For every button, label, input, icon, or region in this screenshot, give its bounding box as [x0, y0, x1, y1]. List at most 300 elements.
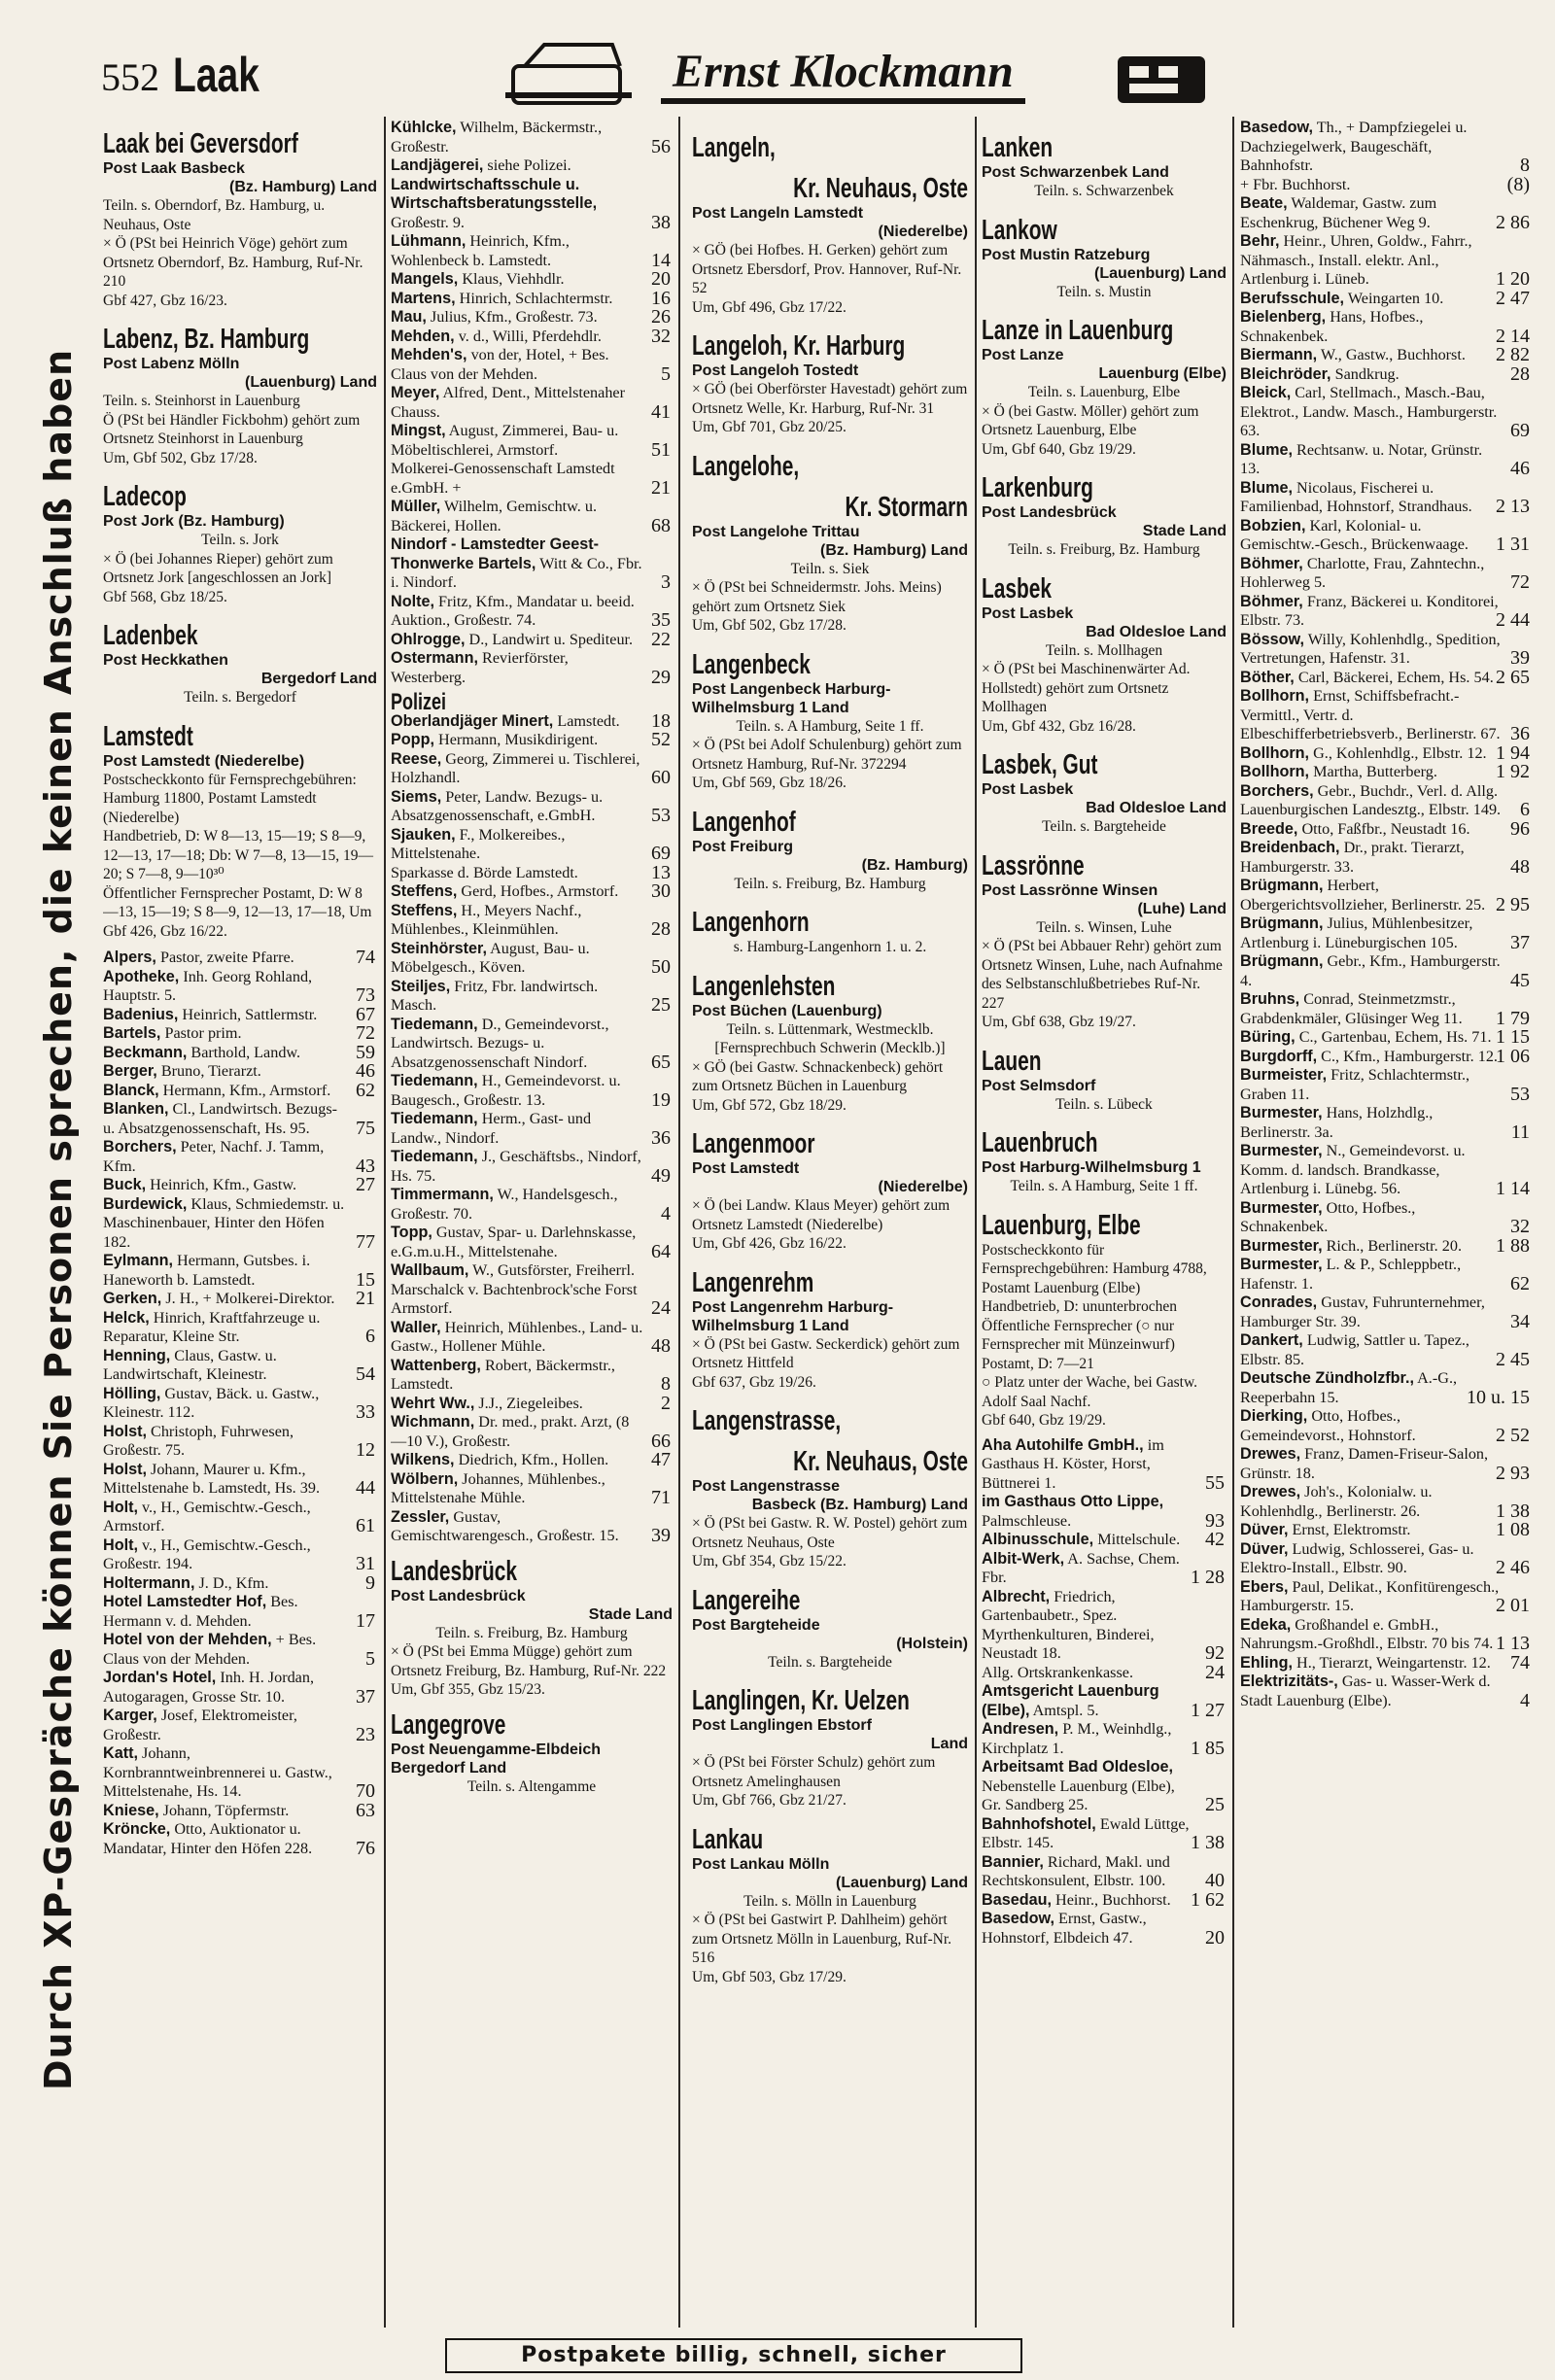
listing-entry [103, 1385, 377, 1423]
column-divider [1232, 117, 1234, 2328]
place-note: × Ö (bei Johannes Rieper) gehört zum Ortsnetz Jork [angeschlossen an Jork] [103, 550, 333, 586]
post-line: (Lauenburg) Land [245, 374, 377, 391]
place-name-continued: Kr. Neuhaus, Oste [793, 1446, 968, 1477]
phone-number: 4 [1520, 1689, 1530, 1711]
listing-entry [1240, 782, 1532, 820]
phone-number: 21 [356, 1288, 375, 1309]
listing-name: Bruhns, [1240, 990, 1300, 1008]
listing-entry [391, 498, 673, 535]
listing-name: Böther, [1240, 668, 1295, 686]
place-block [982, 1046, 1227, 1115]
place-note: Um, Gbf 496, Gbz 17/22. [692, 298, 847, 316]
phone-number: 27 [356, 1174, 375, 1195]
phone-number: 72 [1510, 571, 1530, 593]
listing-name: Breidenbach, [1240, 839, 1340, 856]
place-block [391, 1556, 673, 1700]
place-name: Langeloh, Kr. Harburg [692, 330, 906, 362]
phone-number: 2 [661, 1392, 671, 1414]
listing-entry [391, 1224, 673, 1261]
listing-entry [1240, 687, 1532, 744]
phone-number: 1 08 [1496, 1519, 1530, 1540]
listing-name: Tiedemann, [391, 1072, 478, 1089]
place-note: Teiln. s. Schwarzenbek [1034, 183, 1174, 199]
listing-name: Siems, [391, 787, 442, 806]
footer-banner: Postpakete billig, schnell, sicher [445, 2338, 1022, 2373]
place-block [982, 315, 1227, 459]
place-name: Langeln, [692, 132, 776, 163]
listing-entry [1240, 362, 1532, 385]
listing-entry [103, 1309, 377, 1347]
post-line: (Lauenburg) Land [1094, 264, 1227, 282]
phone-number: 42 [1205, 1529, 1225, 1550]
post-line: (Lauenburg) Land [836, 1874, 968, 1891]
place-note: × Ö (PSt bei Adolf Schulenburg) gehört zum Ortsnetz Hamburg, Ruf-Nr. 372294 [692, 737, 962, 773]
phone-number: 5 [365, 1647, 375, 1670]
phone-number: 39 [1510, 647, 1530, 669]
listing-text: Aha Autohilfe GmbH., im Gasthaus H. Köster, Horst, Büttnerei 1. [982, 1435, 1164, 1492]
phone-number: 71 [651, 1487, 671, 1508]
listing-text: Wallbaum, W., Gutsförster, Freiherrl. Marschalck v. Bachtenbrock'sche Forst Armstorf. [391, 1261, 638, 1317]
listing-text: Hotel von der Mehden, + Bes. Claus von der Mehden. [103, 1631, 317, 1668]
listing-text: Popp, Hermann, Musikdirigent. [391, 731, 599, 748]
listing-name: Bleick, [1240, 384, 1292, 401]
listing-entry [391, 861, 673, 883]
phone-number: 50 [651, 956, 671, 978]
listing-text: Mangels, Klaus, Viehhdlr. [391, 270, 565, 288]
phone-number: 64 [651, 1240, 671, 1262]
place-note: Um, Gbf 355, Gbz 15/23. [391, 1681, 545, 1698]
listing-name: Topp, [391, 1224, 432, 1241]
listing-text: Breede, Otto, Faßfbr., Neustadt 16. [1240, 819, 1470, 838]
listing-name: Mehden, [391, 327, 455, 345]
phone-number: 69 [1510, 420, 1530, 441]
phone-number: 46 [1510, 458, 1530, 479]
listing-text: Bobzien, Karl, Kolonial- u. Gemischtw.-Gesch., Brückenwaage. [1240, 516, 1469, 553]
place-note: Um, Gbf 572, Gbz 18/29. [692, 1096, 847, 1114]
listing-name: Andresen, [982, 1720, 1059, 1738]
listing-text: Berger, Bruno, Tierarzt. [103, 1062, 261, 1080]
listing-text: Berufsschule, Weingarten 10. [1240, 289, 1444, 307]
listing-name: Mingst, [391, 422, 446, 439]
listing-text: Bahnhofshotel, Ewald Lüttge, Elbstr. 145. [982, 1814, 1190, 1851]
place-name: Larkenburg [982, 472, 1093, 503]
phone-number: 1 38 [1496, 1500, 1530, 1522]
listing-text: Tiedemann, Herm., Gast- und Landw., Nindorf. [391, 1110, 592, 1147]
post-line: Post Landesbrück [982, 504, 1117, 521]
listing-text: Andresen, P. M., Weinhdlg., Kirchplatz 1. [982, 1720, 1172, 1757]
place-name: Lassrönne [982, 849, 1085, 881]
listing-entry [391, 1148, 673, 1186]
listing-entry [391, 325, 673, 347]
place-name: Labenz, Bz. Hamburg [103, 324, 310, 355]
phone-number: 1 13 [1496, 1633, 1530, 1654]
listing-text: Edeka, Großhandel e. GmbH., Nahrungsm.-Großhdl., Elbstr. 70 bis 74. [1240, 1615, 1494, 1652]
listing-text: Böther, Carl, Bäckerei, Echem, Hs. 54. [1240, 668, 1494, 686]
listing-name: Tiedemann, [391, 1015, 478, 1033]
listing-text: Ebers, Paul, Delikat., Konfitürengesch., Hamburgerstr. 15. [1240, 1577, 1500, 1614]
listing-entry [1240, 1331, 1532, 1369]
listing-name: Lühmann, [391, 232, 466, 250]
place-note: Um, Gbf 766, Gbz 21/27. [692, 1792, 847, 1809]
listing-name: Apotheke, [103, 967, 180, 985]
listing-text: Burmester, N., Gemeindevorst. u. Komm. d. landsch. Brandkasse, Artlenburg i. Lünebg. 56. [1240, 1142, 1466, 1197]
listing-name: Kniese, [103, 1801, 159, 1819]
listing-name: Helck, [103, 1308, 150, 1327]
listing-text: Hölling, Gustav, Bäck. u. Gastw., Kleinestr. 112. [103, 1384, 320, 1421]
phone-number: 2 65 [1496, 666, 1530, 688]
listing-entry [982, 1910, 1227, 1948]
post-line: Post Langenstrasse [692, 1478, 841, 1495]
place-name: Ladenbek [103, 620, 198, 651]
phone-number: 13 [651, 861, 671, 883]
listing-text: Bielenberg, Hans, Hofbes., Schnakenbek. [1240, 308, 1424, 345]
column-divider [975, 117, 977, 2328]
subscriber-list [982, 1436, 1227, 1949]
listing-entry [103, 1499, 377, 1536]
listing-text: Drewes, Franz, Damen-Friseur-Salon, Grünstr. 18. [1240, 1445, 1489, 1482]
place-name: Langenrehm [692, 1266, 814, 1298]
place-block [692, 1685, 968, 1811]
listing-name: Wichmann, [391, 1413, 475, 1431]
listing-entry [1240, 1369, 1532, 1407]
listing-entry [391, 1016, 673, 1073]
listing-name: Holst, [103, 1460, 147, 1478]
listing-text: Blanken, Cl., Landwirtsch. Bezugs- u. Absatzgenossenschaft, Hs. 95. [103, 1100, 338, 1137]
listing-text: Deutsche Zündholzfbr., A.-G., Reeperbahn 15. [1240, 1369, 1458, 1406]
place-note: Gbf 640, Gbz 19/29. [982, 1412, 1106, 1429]
place-name: Langlingen, Kr. Uelzen [692, 1685, 910, 1716]
place-note: Um, Gbf 354, Gbz 15/22. [692, 1553, 847, 1569]
phone-number: 38 [651, 211, 671, 233]
subscriber-list [1240, 119, 1532, 1710]
place-name: Langenhof [692, 806, 796, 838]
listing-entry [391, 1413, 673, 1451]
place-name: Langelohe, [692, 450, 800, 482]
listing-text: Reese, Georg, Zimmerei u. Tischlerei, Holzhandl. [391, 749, 640, 786]
phone-number: 2 45 [1496, 1348, 1530, 1370]
listing-text: Sjauken, F., Molkereibes., Mittelstenahe. [391, 825, 566, 862]
listing-name: Brügmann, [1240, 952, 1324, 970]
listing-text: Büring, C., Gartenbau, Echem, Hs. 71. [1240, 1028, 1492, 1046]
place-block [692, 907, 968, 957]
post-line: Post Lasbek [982, 781, 1074, 798]
phone-number: 2 14 [1496, 325, 1530, 347]
place-note: × Ö (PSt bei Emma Mügge) gehört zum Ortsnetz Freiburg, Bz. Hamburg, Ruf-Nr. 222 [391, 1643, 667, 1679]
place-name: Langegrove [391, 1708, 506, 1741]
phone-number: 1 15 [1496, 1026, 1530, 1048]
phone-number: 48 [1510, 855, 1530, 878]
subscriber-list [391, 709, 673, 732]
phone-number: 2 01 [1496, 1595, 1530, 1616]
listing-text: Henning, Claus, Gastw. u. Landwirtschaft, Kleinestr. [103, 1346, 277, 1383]
post-line: (Niederelbe) [878, 224, 968, 240]
listing-entry [391, 788, 673, 826]
place-note: × Ö (PSt bei Maschinenwärter Ad. Hollstedt) gehört zum Ortsnetz Mollhagen [982, 661, 1191, 715]
listing-text: Katt, Johann, Kornbranntweinbrennerei u. Gastw., Mittelstenahe, Hs. 14. [103, 1744, 332, 1800]
listing-entry [391, 346, 673, 384]
listing-entry [391, 460, 673, 498]
listing-entry [103, 1252, 377, 1290]
phone-number: 53 [1510, 1083, 1530, 1105]
phone-number: 24 [1205, 1661, 1225, 1683]
listing-entry [391, 750, 673, 788]
listing-entry [1240, 1066, 1532, 1104]
phone-number: 66 [651, 1430, 671, 1452]
place-block [692, 1405, 968, 1571]
listing-entry [103, 1423, 377, 1461]
place-note: × Ö (bei Landw. Klaus Meyer) gehört zum Ortsnetz Lamstedt (Niederelbe) [692, 1197, 950, 1233]
listing-text: Nindorf - Lamstedter Geest-Thonwerke Bartels, Witt & Co., Fbr. i. Nindorf. [391, 535, 642, 591]
listing-text: Amtsgericht Lauenburg (Elbe), Amtspl. 5. [982, 1682, 1159, 1719]
listing-text: Arbeitsamt Bad Oldesloe, Nebenstelle Lauenburg (Elbe), Gr. Sandberg 25. [982, 1758, 1175, 1813]
listing-text: Blume, Rechtsanw. u. Notar, Grünstr. 13. [1240, 440, 1483, 477]
subscriber-list [103, 949, 377, 1858]
phone-number: 26 [651, 306, 671, 328]
listing-entry [1240, 1045, 1532, 1067]
listing-text: Tiedemann, J., Geschäftsbs., Nindorf, Hs. 75. [391, 1148, 641, 1185]
place-note: × Ö (PSt bei Gastw. Seckerdick) gehört zum Ortsnetz Hittfeld [692, 1335, 960, 1371]
listing-name: Karger, [103, 1707, 157, 1724]
place-note: × Ö (PSt bei Gastwirt P. Dahlheim) gehört zum Ortsnetz Mölln in Lauenburg, Ruf-Nr. 516 [692, 1912, 952, 1966]
column-3 [692, 119, 968, 2354]
post-line: Post Heckkathen [103, 652, 228, 669]
phone-number: 25 [651, 994, 671, 1016]
phone-number: 51 [651, 438, 671, 461]
listing-text: Siems, Peter, Landw. Bezugs- u. Absatzgenossenschaft, e.GmbH. [391, 787, 604, 824]
place-note: × Ö (PSt bei Schneidermstr. Johs. Meins) gehört zum Ortsnetz Siek [692, 579, 942, 615]
listing-entry [103, 1799, 377, 1821]
place-block [982, 1210, 1227, 1431]
listing-name: Brügmann, [1240, 914, 1324, 932]
phone-number: 47 [651, 1449, 671, 1470]
listing-name: Edeka, [1240, 1615, 1292, 1634]
listing-text: Helck, Hinrich, Kraftfahrzeuge u. Reparatur, Kleine Str. [103, 1308, 321, 1345]
listing-name: Drewes, [1240, 1483, 1301, 1500]
place-name: Lanze in Lauenburg [982, 315, 1174, 346]
listing-text: im Gasthaus Otto Lippe, Palmschleuse. [982, 1493, 1164, 1530]
listing-entry [391, 902, 673, 940]
phone-number: 33 [356, 1401, 375, 1423]
listing-entry [982, 1661, 1227, 1683]
listing-entry [103, 1536, 377, 1574]
listing-name: Ohlrogge, [391, 630, 466, 648]
place-note: Um, Gbf 503, Gbz 17/29. [692, 1968, 847, 1985]
advertiser-logo [505, 37, 1225, 113]
listing-text: Steinhörster, August, Bau- u. Möbelgesch., Köven. [391, 939, 590, 976]
listing-text: Biermann, W., Gastw., Buchhorst. [1240, 346, 1466, 363]
phone-number: 20 [1205, 1926, 1225, 1949]
listing-text: Basedau, Heinr., Buchhorst. [982, 1890, 1171, 1909]
place-note: Teiln. s. Freiburg, Bz. Hamburg [435, 1624, 628, 1641]
phone-number: 22 [651, 628, 671, 650]
place-note: Teiln. s. Lauenburg, Elbe [1027, 384, 1181, 400]
listing-text: Mau, Julius, Kfm., Großestr. 73. [391, 308, 598, 326]
listing-name: Mangels, [391, 270, 459, 288]
listing-entry [391, 649, 673, 687]
place-block [103, 721, 377, 942]
vertical-advertisement-text: Durch XP-Gespräche können Sie Personen sprechen, die keinen Anschluß haben [37, 348, 80, 2091]
place-name: Landesbrück [391, 1555, 517, 1587]
phone-number: 1 88 [1496, 1234, 1530, 1257]
listing-entry [982, 1531, 1227, 1550]
listing-text: Bartels, Pastor prim. [103, 1024, 242, 1042]
place-note: Teiln. s. Freiburg, Bz. Hamburg [1008, 541, 1200, 558]
place-note: × Ö (PSt bei Heinrich Vöge) gehört zum Ortsnetz Oberndorf, Bz. Hamburg, Ruf-Nr. 210 [103, 235, 363, 290]
listing-text: Holst, Johann, Maurer u. Kfm., Mittelstenahe b. Lamstedt, Hs. 39. [103, 1460, 320, 1497]
listing-name: Blanck, [103, 1081, 159, 1099]
phone-number: 92 [1205, 1642, 1225, 1664]
listing-name: Mehden's, [391, 346, 467, 363]
listing-text: Albinusschule, Mittelschule. [982, 1531, 1181, 1548]
listing-name: Bollhorn, [1240, 763, 1310, 780]
listing-name: Bahnhofshotel, [982, 1814, 1096, 1833]
place-note: × Ö (PSt bei Abbauer Rehr) gehört zum Ortsnetz Winsen, Luhe, nach Aufnahme des Selbstanschlußbetriebes Ruf-Nr. 227 [982, 938, 1223, 1012]
phone-number: 1 28 [1191, 1567, 1225, 1588]
listing-entry [1240, 232, 1532, 290]
phone-number: 30 [651, 880, 671, 902]
phone-number: 4 [661, 1202, 671, 1224]
post-line: Bergedorf Land [260, 671, 377, 687]
listing-name: Berufsschule, [1240, 289, 1345, 307]
phone-number: 17 [356, 1609, 375, 1632]
phone-number: 1 14 [1496, 1178, 1530, 1199]
listing-entry [1240, 877, 1532, 914]
listing-name: Blume, [1240, 440, 1293, 459]
listing-name: Ebers, [1240, 1577, 1289, 1596]
listing-entry [391, 156, 673, 176]
column-4 [982, 119, 1227, 2354]
listing-entry [391, 1110, 673, 1148]
place-block [692, 1128, 968, 1254]
post-line: Stade Land [588, 1605, 673, 1623]
listing-text: Bollhorn, Ernst, Schiffsbefracht.-Vermittl., Vertr. d. Elbeschifferbetriebsverb., Berlinerstr. 67. [1240, 687, 1501, 742]
place-block [982, 1127, 1227, 1196]
place-block [982, 215, 1227, 302]
section-title: Polizei [391, 689, 447, 715]
listing-name: Borchers, [103, 1138, 177, 1156]
post-line: Post Landesbrück [391, 1587, 526, 1604]
listing-entry [1240, 952, 1532, 990]
listing-text: Bannier, Richard, Makl. und Rechtskonsulent, Elbstr. 100. [982, 1852, 1170, 1889]
listing-name: Eylmann, [103, 1252, 173, 1269]
phone-number: 32 [1510, 1216, 1530, 1237]
place-name: Langenlehsten [692, 970, 836, 1002]
listing-name: Basedau, [982, 1890, 1052, 1909]
column-5 [1240, 119, 1532, 2354]
place-note: Teiln. s. Bargteheide [1042, 818, 1166, 835]
phone-number: 34 [1510, 1310, 1530, 1332]
phone-number: 1 06 [1496, 1045, 1530, 1067]
listing-entry [103, 1669, 377, 1707]
phone-number: 39 [651, 1525, 671, 1546]
listing-name: Jordan's Hotel, [103, 1669, 217, 1686]
place-block [692, 451, 968, 636]
post-line: Post Langelohe Trittau [692, 523, 860, 540]
listing-name: Kröncke, [103, 1820, 171, 1838]
post-line: Post Lamstedt (Niederelbe) [103, 752, 305, 770]
phone-number: 74 [1510, 1651, 1530, 1673]
listing-text: Burmeister, Fritz, Schlachtermstr., Graben 11. [1240, 1066, 1470, 1103]
listing-text: Apotheke, Inh. Georg Rohland, Hauptstr. 5. [103, 967, 313, 1004]
listing-entry [982, 1550, 1227, 1588]
listing-name: Tiedemann, [391, 1110, 478, 1127]
phone-number: 53 [651, 805, 671, 826]
listing-name: Büring, [1240, 1028, 1296, 1046]
phone-number: 43 [356, 1155, 375, 1177]
post-line: Post Langeloh Tostedt [692, 362, 859, 379]
listing-entry [1240, 346, 1532, 365]
listing-text: Albrecht, Friedrich, Gartenbaubetr., Spez. Myrthenkulturen, Binderei, Neustadt 18. [982, 1587, 1155, 1662]
listing-name: Wölbern, [391, 1469, 459, 1488]
listing-text: Landwirtschaftsschule u. Wirtschaftsberatungsstelle, Großestr. 9. [391, 175, 598, 231]
listing-text: Beckmann, Barthold, Landw. [103, 1043, 301, 1061]
phone-number: 20 [651, 268, 671, 290]
listing-text: Brügmann, Herbert, Obergerichtsvollzieher, Berlinerstr. 25. [1240, 877, 1486, 914]
listing-name: Böhmer, [1240, 554, 1303, 572]
listing-text: Brügmann, Gebr., Kfm., Hamburgerstr. 4. [1240, 952, 1501, 989]
place-block [692, 1267, 968, 1393]
listing-entry [1240, 287, 1532, 309]
place-note: Ö (PSt bei Händler Fickbohm) gehört zum Ortsnetz Steinhorst in Lauenburg [103, 411, 361, 447]
phone-number: 14 [651, 249, 671, 271]
place-block [982, 573, 1227, 737]
listing-name: Buck, [103, 1176, 147, 1193]
listing-text: Topp, Gustav, Spar- u. Darlehnskasse, e.G.m.u.H., Mittelstenahe. [391, 1224, 637, 1260]
listing-name: Düver, [1240, 1521, 1289, 1538]
place-name-continued: Kr. Stormarn [845, 491, 968, 523]
listing-text: Landjägerei, siehe Polizei. [391, 156, 571, 174]
listing-text: Albit-Werk, A. Sachse, Chem. Fbr. [982, 1549, 1180, 1586]
listing-entry [1240, 666, 1532, 688]
listing-name: Burmeister, [1240, 1066, 1328, 1084]
listing-name: Breede, [1240, 819, 1298, 838]
listing-text: Buck, Heinrich, Kfm., Gastw. [103, 1176, 297, 1193]
listing-text: Steffens, H., Meyers Nachf., Mühlenbes., Kleinmühlen. [391, 901, 582, 938]
post-line: Post Lamstedt [692, 1160, 800, 1177]
listing-name: Aha Autohilfe GmbH., [982, 1435, 1144, 1454]
place-blocks [982, 132, 1227, 1431]
listing-name: Hotel Lamstedter Hof, [103, 1593, 267, 1610]
phone-number: 2 47 [1496, 287, 1530, 309]
listing-name: Bollhorn, [1240, 687, 1310, 705]
listing-entry [391, 176, 673, 233]
place-block [692, 807, 968, 894]
listing-name: Burmester, [1240, 1198, 1323, 1217]
place-name: Langenhorn [692, 907, 810, 938]
listing-entry [391, 826, 673, 864]
listing-entry [103, 949, 377, 968]
phone-number: 72 [356, 1022, 375, 1044]
place-note: Teiln. s. Bergedorf [184, 689, 296, 706]
phone-number: 67 [356, 1003, 375, 1025]
place-note: Öffentliche Fernsprecher (○ nur Fernsprecher mit Münzeinwurf) Postamt, D: 7—21 [982, 1317, 1175, 1372]
phone-number: 2 13 [1496, 496, 1530, 517]
post-line: (Bz. Hamburg) Land [820, 541, 968, 559]
post-line: Post Harburg-Wilhelmsburg 1 [982, 1159, 1201, 1176]
place-name: Langenbeck [692, 648, 811, 680]
phone-number: 41 [651, 400, 671, 423]
listing-text: Nolte, Fritz, Kfm., Mandatar u. beeid. Auktion., Großestr. 74. [391, 592, 635, 629]
phone-number: 65 [651, 1051, 671, 1073]
listing-entry [1240, 817, 1532, 840]
listing-entry [1240, 1104, 1532, 1142]
place-name: Lankow [982, 214, 1057, 246]
phone-number: 76 [356, 1837, 375, 1859]
listing-name: Basedow, [982, 1910, 1054, 1927]
listing-entry [1240, 479, 1532, 517]
listing-name: Brügmann, [1240, 877, 1324, 894]
post-line: Post Langenbeck Harburg-Wilhelmsburg 1 Land [692, 680, 891, 716]
